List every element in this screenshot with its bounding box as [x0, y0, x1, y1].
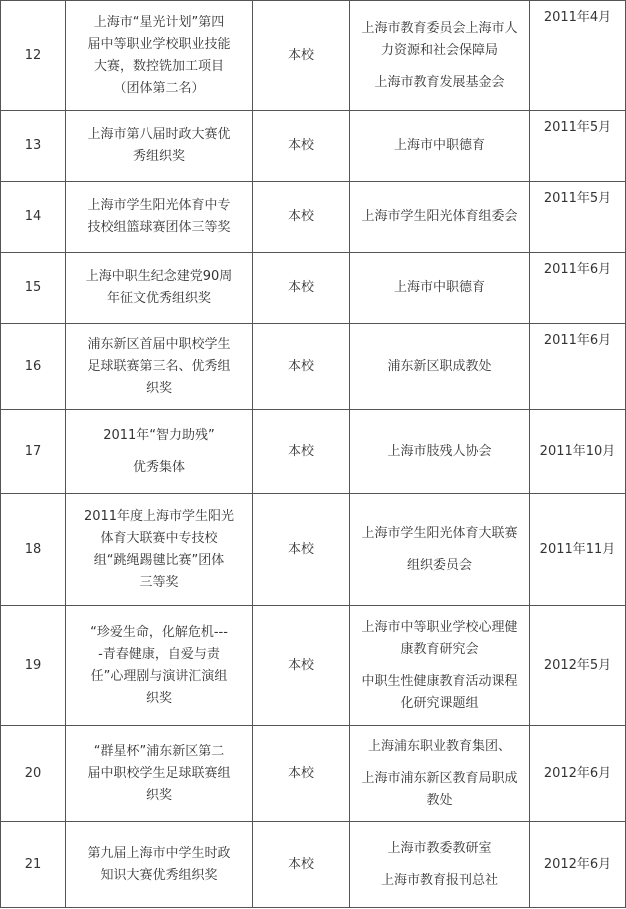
org-line: 上海市教育发展基金会 — [374, 74, 505, 90]
org-line: 上海浦东职业教育集团、 — [367, 738, 511, 754]
issuing-organization — [350, 726, 530, 822]
award-name-line: 织奖 — [145, 380, 172, 396]
award-name-line: 上海市“星光计划”第四 — [93, 14, 225, 30]
org-line: 上海市中职德育 — [393, 280, 485, 295]
table-row — [1, 410, 626, 494]
award-level: 本校 — [253, 111, 350, 182]
award-name-line: 2011年度上海市学生阳光 — [83, 508, 235, 524]
issuing-organization — [350, 111, 530, 182]
award-name — [66, 182, 253, 253]
org-line: 上海市肢残人协会 — [387, 443, 492, 459]
row-number: 18 — [1, 494, 66, 606]
award-date: 2011年5月 — [530, 111, 626, 182]
award-name-line: 技校组篮球赛团体三等奖 — [87, 220, 231, 235]
award-level: 本校 — [253, 182, 350, 253]
org-line: 康教育研究会 — [400, 641, 479, 657]
award-date: 2011年6月 — [530, 253, 626, 324]
table-row — [1, 822, 626, 908]
award-level: 本校 — [253, 726, 350, 822]
issuing-organization — [350, 324, 530, 410]
award-name-line: 优秀集体 — [132, 459, 185, 475]
org-line: 上海市中职德育 — [393, 138, 485, 153]
award-name-line: 上海市第八届时政大赛优 — [87, 127, 231, 142]
award-name-line: 上海市学生阳光体育中专 — [87, 198, 231, 213]
award-name-line: 组“跳绳踢毽比赛”团体 — [93, 552, 225, 568]
award-name-line: 任”心理剧与演讲汇演组 — [90, 668, 228, 684]
award-name — [66, 410, 253, 494]
issuing-organization — [350, 182, 530, 253]
award-name-line: -青春健康，自爱与责 — [98, 646, 220, 662]
award-name-line: 第九届上海市中学生时政 — [87, 845, 231, 861]
org-line: 上海市教育委员会上海市人 — [361, 20, 518, 36]
award-name-line: 届中职校学生足球联赛组 — [87, 765, 231, 781]
award-date: 2012年5月 — [530, 606, 626, 726]
issuing-organization — [350, 822, 530, 908]
issuing-organization — [350, 606, 530, 726]
award-date: 2011年4月 — [530, 1, 626, 111]
table-row — [1, 1, 626, 111]
award-level: 本校 — [253, 494, 350, 606]
row-number: 21 — [1, 822, 66, 908]
table-row — [1, 324, 626, 410]
table-row — [1, 726, 626, 822]
award-name-line: “珍爱生命，化解危机--- — [90, 624, 228, 640]
award-name — [66, 606, 253, 726]
award-name — [66, 253, 253, 324]
row-number: 16 — [1, 324, 66, 410]
row-number: 15 — [1, 253, 66, 324]
org-line: 上海市教育报刊总社 — [380, 872, 498, 888]
award-level: 本校 — [253, 1, 350, 111]
org-line: 力资源和社会保障局 — [380, 42, 498, 58]
org-line: 中职生性健康教育活动课程 — [361, 673, 518, 689]
org-line: 上海市学生阳光体育大联赛 — [361, 525, 518, 541]
award-level: 本校 — [253, 324, 350, 410]
award-name — [66, 1, 253, 111]
row-number: 17 — [1, 410, 66, 494]
row-number: 20 — [1, 726, 66, 822]
award-name-line: 足球联赛第三名、优秀组 — [87, 358, 231, 374]
award-name-line: 三等奖 — [139, 574, 179, 590]
table-row — [1, 253, 626, 324]
table-row — [1, 494, 626, 606]
row-number: 14 — [1, 182, 66, 253]
award-name — [66, 822, 253, 908]
org-line: 教处 — [426, 792, 453, 808]
award-name — [66, 111, 253, 182]
org-line: 浦东新区职成教处 — [387, 358, 492, 374]
award-date: 2012年6月 — [530, 822, 626, 908]
award-date: 2011年11月 — [530, 494, 626, 606]
award-name-line: “群星杯”浦东新区第二 — [93, 743, 225, 759]
award-name-line: 年征文优秀组织奖 — [106, 291, 211, 306]
award-name-line: 秀组织奖 — [132, 149, 185, 164]
org-line: 上海市教委教研室 — [387, 840, 492, 856]
issuing-organization — [350, 494, 530, 606]
row-number: 13 — [1, 111, 66, 182]
award-date: 2011年5月 — [530, 182, 626, 253]
issuing-organization — [350, 410, 530, 494]
row-number: 12 — [1, 1, 66, 111]
table-row — [1, 606, 626, 726]
org-line: 上海市学生阳光体育组委会 — [361, 209, 518, 224]
award-name-line: 知识大赛优秀组织奖 — [100, 867, 218, 883]
award-name-line: 大赛，数控铣加工项目 — [93, 58, 224, 74]
award-level: 本校 — [253, 253, 350, 324]
issuing-organization — [350, 1, 530, 111]
org-line: 上海市浦东新区教育局职成 — [361, 770, 518, 786]
table-row — [1, 182, 626, 253]
award-name — [66, 324, 253, 410]
award-name — [66, 726, 253, 822]
award-name-line: 体育大联赛中专技校 — [100, 530, 218, 546]
table-row — [1, 111, 626, 182]
award-name-line: 织奖 — [145, 690, 172, 706]
award-date: 2011年6月 — [530, 324, 626, 410]
award-name — [66, 494, 253, 606]
award-name-line: 织奖 — [145, 787, 172, 803]
award-level: 本校 — [253, 606, 350, 726]
org-line: 组织委员会 — [406, 557, 472, 573]
issuing-organization — [350, 253, 530, 324]
award-name-line: 浦东新区首届中职校学生 — [87, 336, 231, 352]
award-date: 2011年10月 — [530, 410, 626, 494]
award-name-line: 上海中职生纪念建党90周 — [85, 269, 233, 284]
award-date: 2012年6月 — [530, 726, 626, 822]
org-line: 化研究课题组 — [400, 695, 479, 711]
award-level: 本校 — [253, 822, 350, 908]
award-name-line: （团体第二名） — [113, 80, 205, 96]
award-name-line: 2011年“智力助残” — [103, 427, 215, 443]
award-level: 本校 — [253, 410, 350, 494]
award-name-line: 届中等职业学校职业技能 — [87, 36, 231, 52]
row-number: 19 — [1, 606, 66, 726]
org-line: 上海市中等职业学校心理健 — [361, 619, 518, 635]
